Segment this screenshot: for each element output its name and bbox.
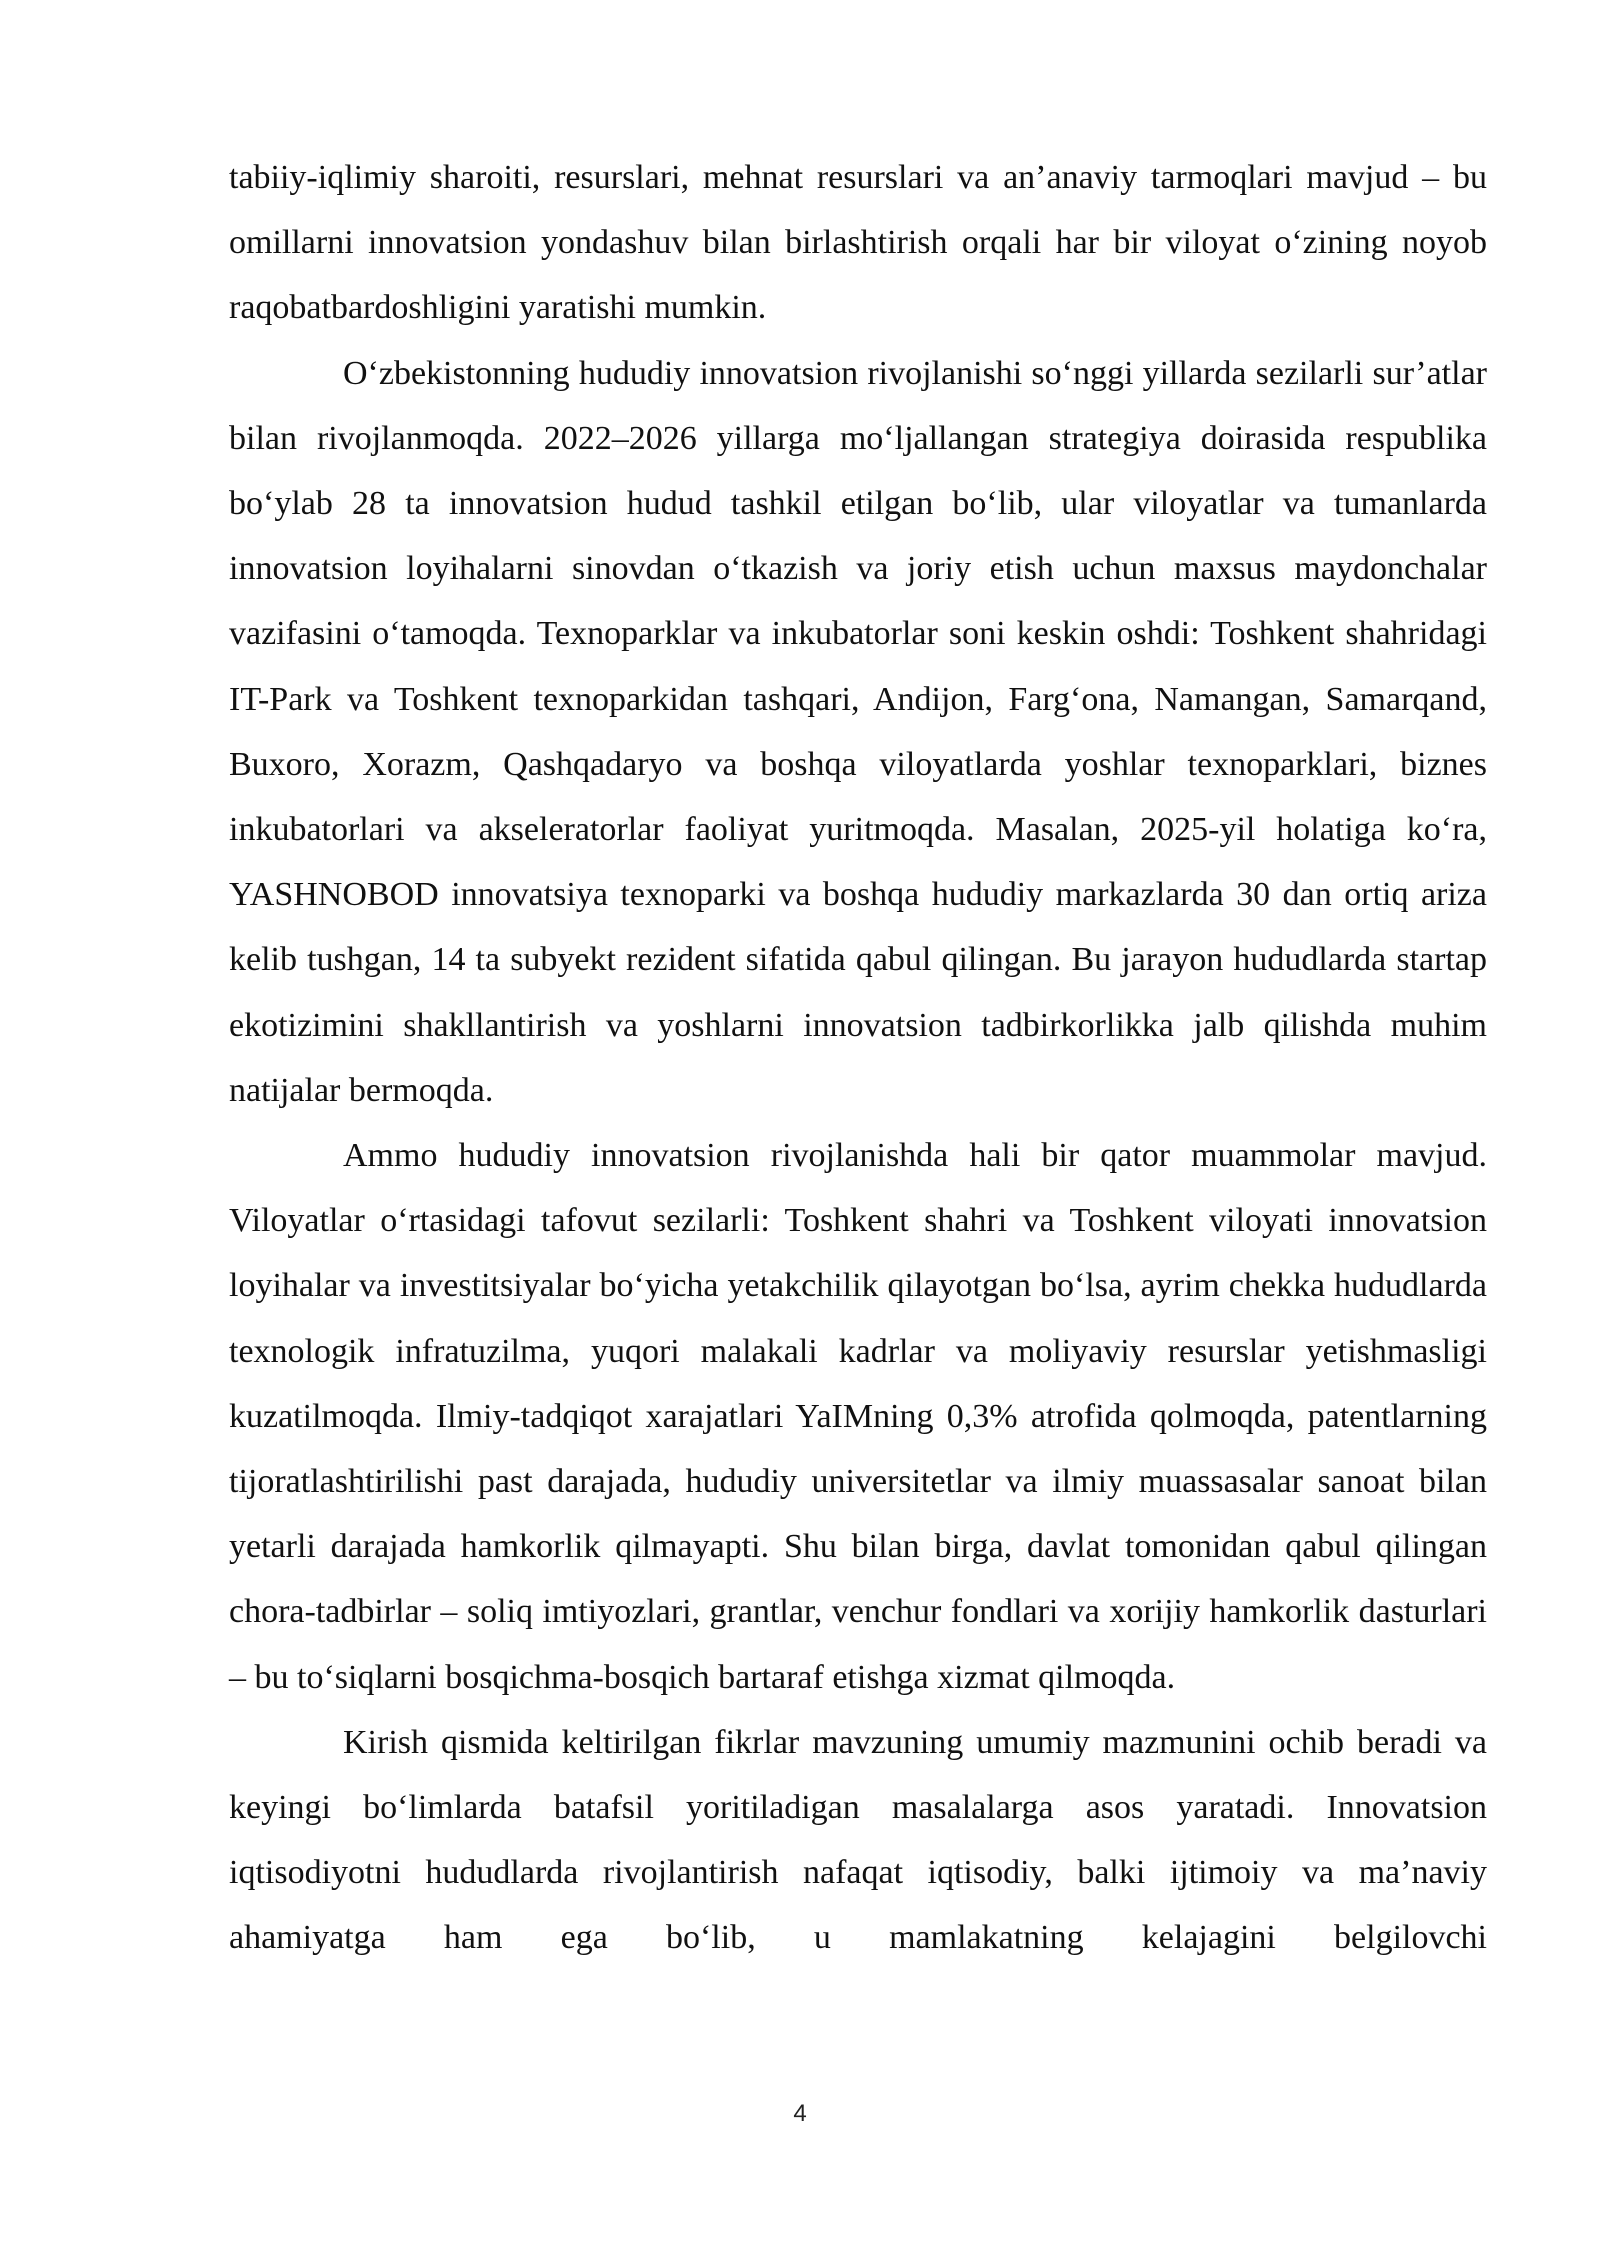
- body-text: [229, 145, 1487, 1971]
- paragraph-problems: Ammo hududiy innovatsion rivojlanishda hali bir qator muammolar mavjud. Viloyatlar o‘rtasidagi tafovut sezilarli: Toshkent shahri va Toshkent viloyati innovatsion loyihalar va investitsiyalar bo‘yicha yetakchilik qilayotgan bo‘lsa, ayrim chekka hududlarda texnologik infratuzilma, yuqori malakali kadrlar va moliyaviy resurslar yetishmasligi kuzatilmoqda. Ilmiy-tadqiqot xarajatlari YaIMning 0,3% atrofida qolmoqda, patentlarning tijoratlashtirilishi past darajada, hududiy universitetlar va ilmiy muassasalar sanoat bilan yetarli darajada hamkorlik qilmayapti. Shu bilan birga, davlat tomonidan qabul qilingan chora-tadbirlar – soliq imtiyozlari, grantlar, venchur fondlari va xorijiy hamkorlik dasturlari – bu to‘siqlarni bosqichma-bosqich bartaraf etishga xizmat qilmoqda.: [229, 1137, 1487, 1696]
- paragraph-introduction-summary: Kirish qismida keltirilgan fikrlar mavzuning umumiy mazmunini ochib beradi va keyingi bo‘limlarda batafsil yoritiladigan masalalarga asos yaratadi. Innovatsion iqtisodiyotni hududlarda rivojlantirish nafaqat iqtisodiy, balki ijtimoiy va ma’naviy ahamiyatga ham ega bo‘lib, u mamlakatning kelajagini belgilovchi: [229, 1723, 1487, 1957]
- paragraph-continuation: tabiiy-iqlimiy sharoiti, resurslari, mehnat resurslari va an’anaviy tarmoqlari mavjud – bu omillarni innovatsion yondashuv bilan birlashtirish orqali har bir viloyat o‘zining noyob raqobatbardoshligini yaratishi mumkin.: [229, 159, 1487, 327]
- paragraph-regional-development: O‘zbekistonning hududiy innovatsion rivojlanishi so‘nggi yillarda sezilarli sur’atlar bilan rivojlanmoqda. 2022–2026 yillarga mo‘ljallangan strategiya doirasida respublika bo‘ylab 28 ta innovatsion hudud tashkil etilgan bo‘lib, ular viloyatlar va tumanlarda innovatsion loyihalarni sinovdan o‘tkazish va joriy etish uchun maxsus maydonchalar vazifasini o‘tamoqda. Texnoparklar va inkubatorlar soni keskin oshdi: Toshkent shahridagi IT-Park va Toshkent texnoparkidan tashqari, Andijon, Farg‘ona, Namangan, Samarqand, Buxoro, Xorazm, Qashqadaryo va boshqa viloyatlarda yoshlar texnoparklari, biznes inkubatorlari va akseleratorlar faoliyat yuritmoqda. Masalan, 2025-yil holatiga ko‘ra, YASHNOBOD innovatsiya texnoparki va boshqa hududiy markazlarda 30 dan ortiq ariza kelib tushgan, 14 ta subyekt rezident sifatida qabul qilingan. Bu jarayon hududlarda startap ekotizimini shakllantirish va yoshlarni innovatsion tadbirkorlikka jalb qilishda muhim natijalar bermoqda.: [229, 354, 1487, 1109]
- page-number: 4: [793, 2100, 807, 2127]
